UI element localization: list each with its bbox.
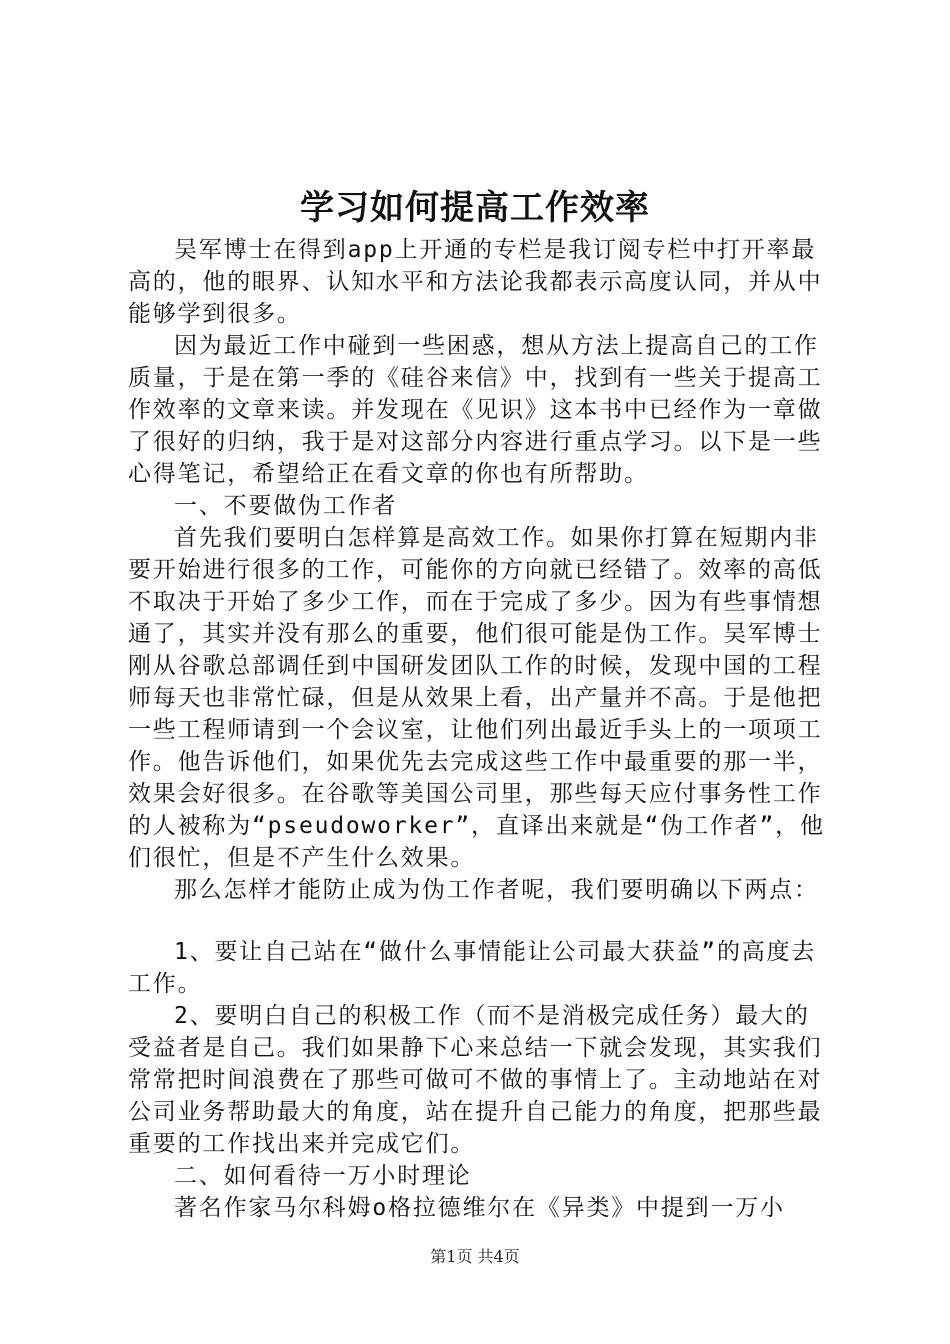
page-footer xyxy=(0,1244,950,1267)
paragraph-intro: 吴军博士在得到app上开通的专栏是我订阅专栏中打开率最高的，他的眼界、认知水平和方法论我都表示高度认同，并从中能够学到很多。 xyxy=(128,237,823,327)
paragraph-two-points: 那么怎样才能防止成为伪工作者呢，我们要明确以下两点： xyxy=(174,877,819,903)
document-body xyxy=(128,234,828,1224)
paragraph-motivation: 因为最近工作中碰到一些困惑，想从方法上提高自己的工作质量，于是在第一季的《硅谷来信》中，找到有一些关于提高工作效率的文章来读。并发现在《见识》这本书中已经作为一章做了很好的归纳，我于是对这部分内容进行重点学习。以下是一些心得笔记，希望给正在看文章的你也有所帮助。 xyxy=(128,333,823,487)
section-heading-2: 二、如何看待一万小时理论 xyxy=(174,1163,472,1189)
list-item-1: 1、要让自己站在“做什么事情能让公司最大获益”的高度去工作。 xyxy=(128,939,817,997)
section-heading-1: 一、不要做伪工作者 xyxy=(174,493,398,519)
blank-line xyxy=(128,906,828,936)
paragraph-pseudo-work: 首先我们要明白怎样算是高效工作。如果你打算在短期内非要开始进行很多的工作，可能你的方向就已经错了。效率的高低不取决于开始了多少工作，而在于完成了多少。因为有些事情想通了，其实并没有那么的重要，他们很可能是伪工作。吴军博士刚从谷歌总部调任到中国研发团队工作的时候，发现中国的工程师每天也非常忙碌，但是从效果上看，出产量并不高。于是他把一些工程师请到一个会议室，让他们列出最近手头上的一项项工作。他告诉他们，如果优先去完成这些工作中最重要的那一半，效果会好很多。在谷歌等美国公司里，那些每天应付事务性工作的人被称为“pseudoworker”，直译出来就是“伪工作者”，他们很忙，但是不产生什么效果。 xyxy=(128,525,825,871)
list-item-2: 2、要明白自己的积极工作（而不是消极完成任务）最大的受益者是自己。我们如果静下心来总结一下就会发现，其实我们常常把时间浪费在了那些可做可不做的事情上了。主动地站在对公司业务帮助最大的角度，站在提升自己能力的角度，把那些最重要的工作找出来并完成它们。 xyxy=(128,1003,823,1157)
paragraph-ten-thousand-hours: 著名作家马尔科姆o格拉德维尔在《异类》中提到一万小 xyxy=(174,1195,785,1221)
document-title: 学习如何提高工作效率 xyxy=(300,188,650,228)
page-number-label: 第1页 共4页 xyxy=(430,1247,520,1266)
